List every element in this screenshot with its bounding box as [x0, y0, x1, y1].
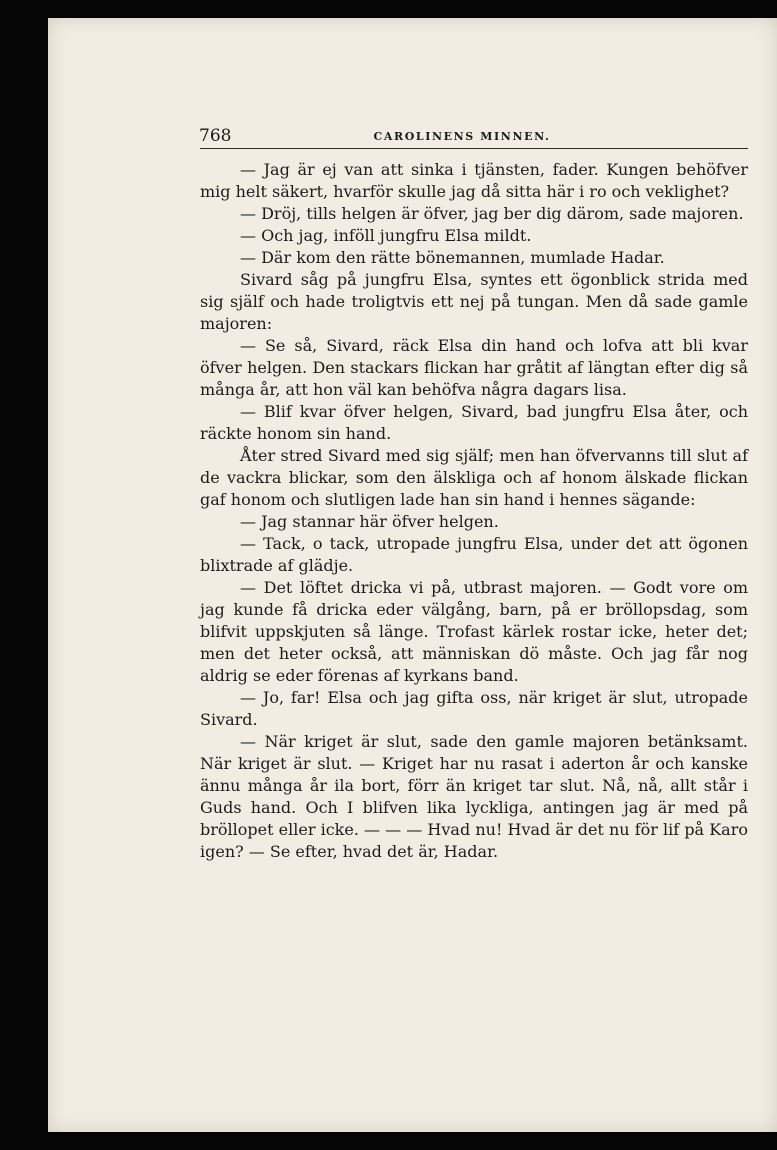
- paragraph: — Och jag, inföll jungfru Elsa mildt.: [240, 226, 532, 245]
- body-text: [200, 159, 748, 863]
- paragraph: — Tack, o tack, utropade jungfru Elsa, under det att ögonen blixtrade af glädje.: [200, 534, 748, 575]
- paragraph: — Jag är ej van att sinka i tjänsten, fader. Kungen behöfver mig helt säkert, hvarför skulle jag då sitta här i ro och veklighet?: [200, 160, 748, 201]
- page-number: 768: [199, 126, 232, 146]
- paragraph: — Dröj, tills helgen är öfver, jag ber dig därom, sade majoren.: [240, 204, 744, 223]
- paragraph: — Blif kvar öfver helgen, Sivard, bad jungfru Elsa åter, och räckte honom sin hand.: [200, 402, 748, 443]
- paragraph: — Det löftet dricka vi på, utbrast majoren. — Godt vore om jag kunde få dricka eder välgång, barn, på er bröllopsdag, som blifvit uppskjuten så länge. Trofast kärlek rostar icke, heter det; men det heter också, att människan dö måste. Och jag får nog aldrig se eder förenas af kyrkans band.: [200, 578, 748, 685]
- paragraph: — Se så, Sivard, räck Elsa din hand och lofva att bli kvar öfver helgen. Den stackars flickan har gråtit af längtan efter dig så många år, att hon väl kan behöfva några dagars lisa.: [200, 336, 748, 399]
- paragraph: — Där kom den rätte bönemannen, mumlade Hadar.: [240, 248, 665, 267]
- paragraph: Sivard såg på jungfru Elsa, syntes ett ögonblick strida med sig själf och hade troligtvis ett nej på tungan. Men då sade gamle majoren:: [200, 270, 748, 333]
- paragraph: — När kriget är slut, sade den gamle majoren betänksamt. När kriget är slut. — Kriget har nu rasat i aderton år och kanske ännu många år ila bort, förr än kriget tar slut. Nå, nå, allt står i Guds hand. Och I blifven lika lyckliga, antingen jag är med på bröllopet eller icke. — — — Hvad nu! Hvad är det nu för lif på Karo igen? — Se efter, hvad det är, Hadar.: [200, 732, 748, 861]
- paragraph: — Jo, far! Elsa och jag gifta oss, när kriget är slut, utropade Sivard.: [200, 688, 748, 729]
- page-header: [200, 126, 748, 149]
- paragraph: — Jag stannar här öfver helgen.: [240, 512, 499, 531]
- book-page: [48, 18, 777, 1132]
- page-content: [200, 126, 748, 863]
- running-head: CAROLINENS MINNEN.: [373, 130, 551, 143]
- paragraph: Åter stred Sivard med sig själf; men han öfvervanns till slut af de vackra blickar, som den älskliga och af honom älskade flickan gaf honom och slutligen lade han sin hand i hennes sägande:: [200, 446, 748, 509]
